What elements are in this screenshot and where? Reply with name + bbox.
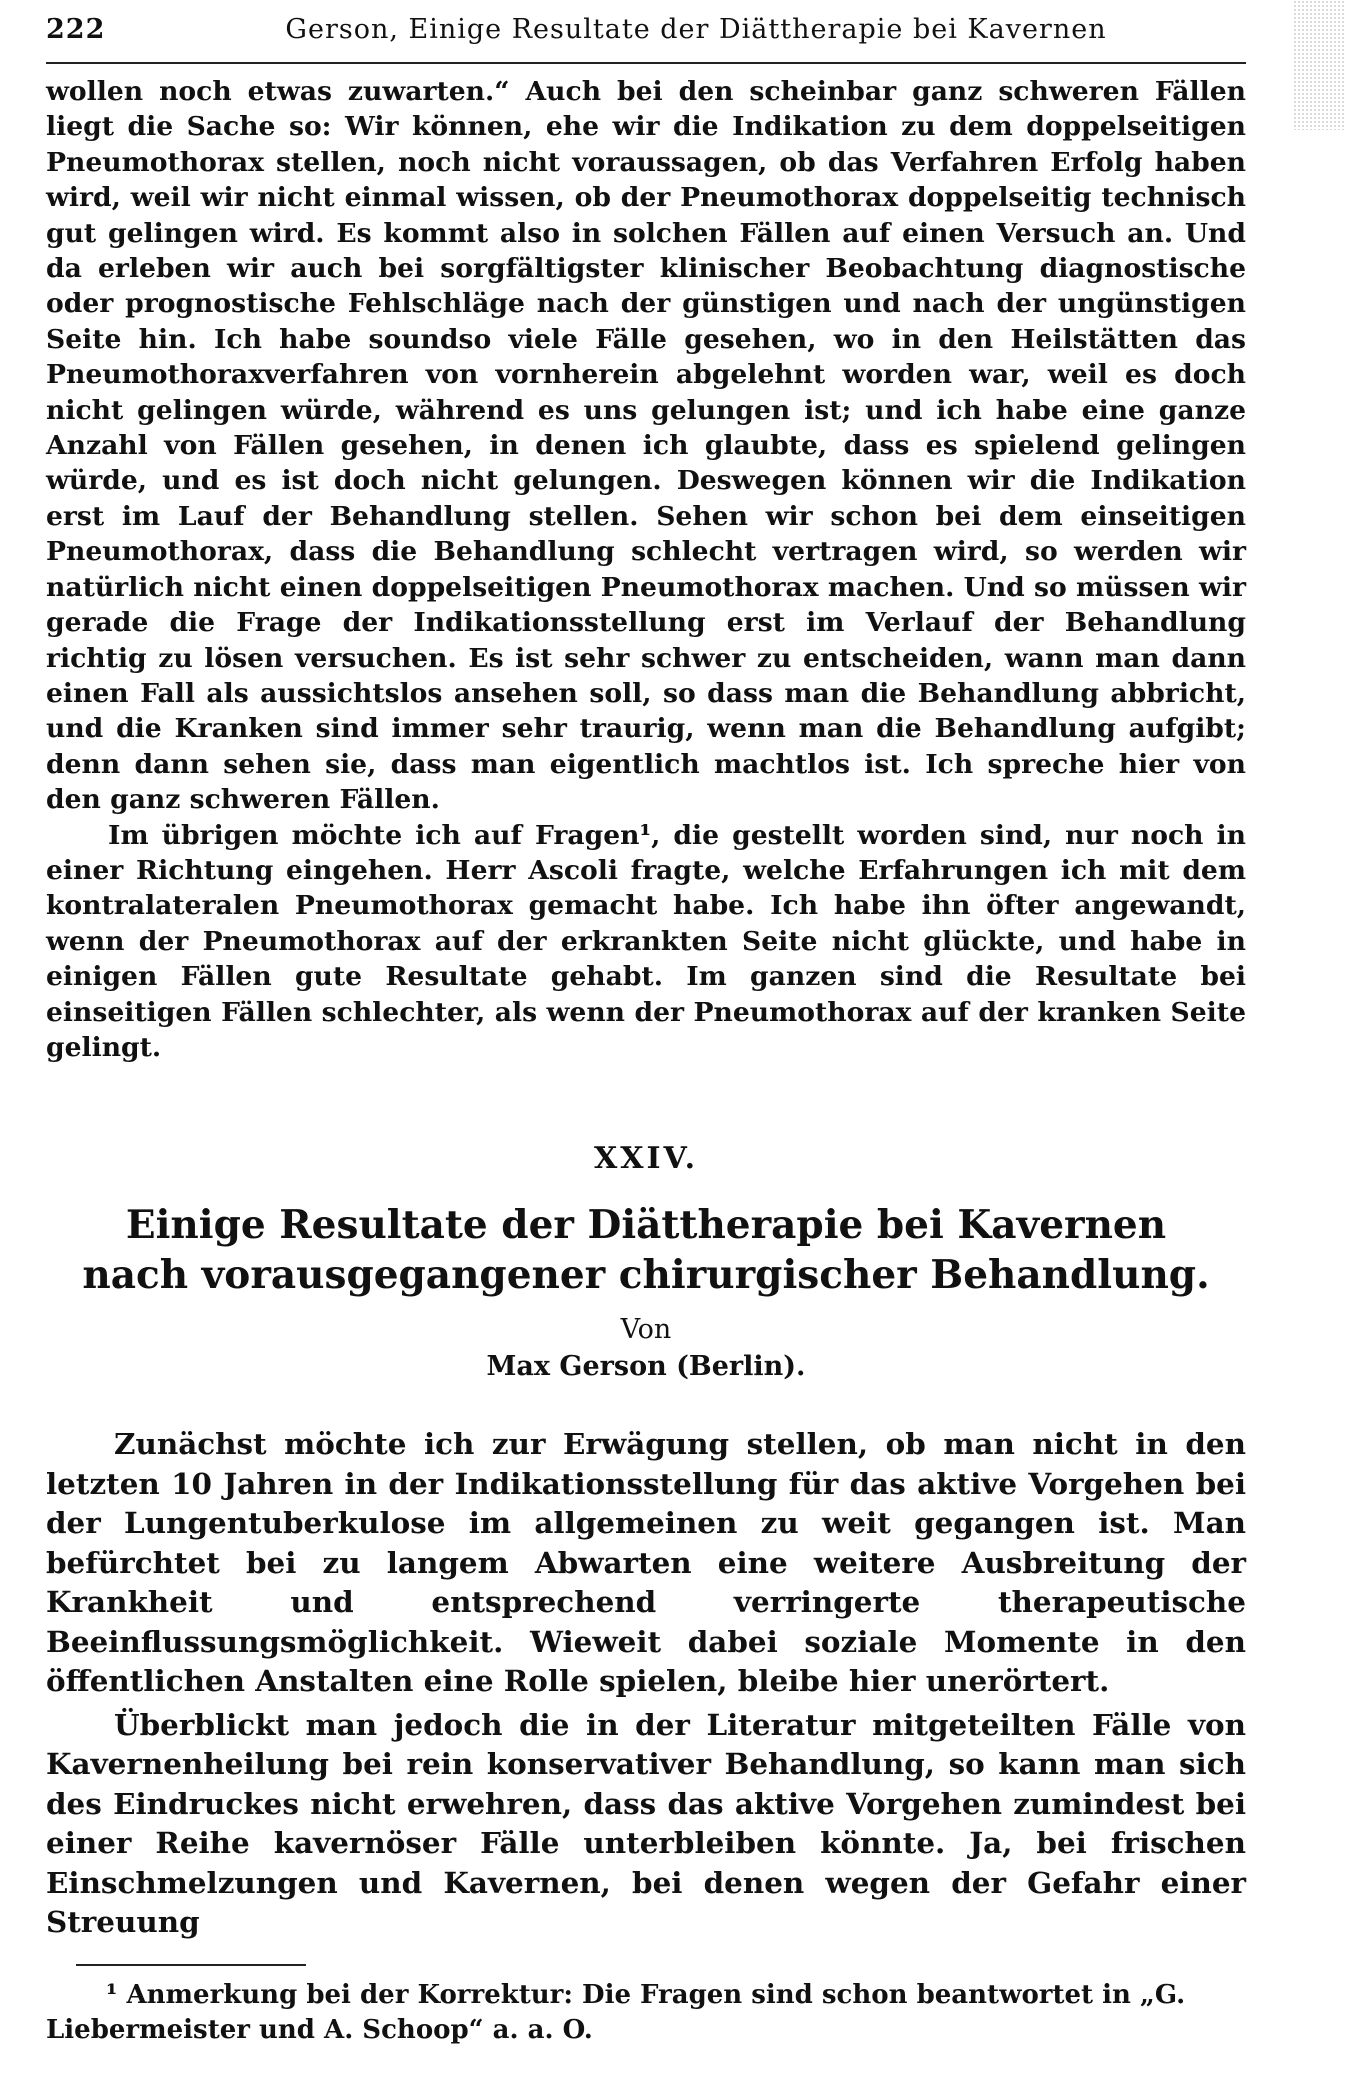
author-name: Max Gerson (Berlin).: [486, 1351, 806, 1383]
article-paragraph-1: Zunächst möchte ich zur Erwägung stellen, ob man nicht in den letzten 10 Jahren in der Indikationsstellung für das aktive Vorgehen bei der Lungentuberkulose im allgemeinen zu weit gegangen ist. Man befürchtet bei zu langem Abwarten eine weitere Ausbreitung der Krankheit und entsprechend verringerte therapeutische Beeinflussungsmöglichkeit. Wieweit dabei soziale Momente in den öffentlichen Anstalten eine Rolle spielen, bleibe hier unerörtert.: [46, 1426, 1246, 1699]
discussion-paragraph-2: Im übrigen möchte ich auf Fragen¹, die gestellt worden sind, nur noch in einer Richtung eingehen. Herr Ascoli fragte, welche Erfahrungen ich mit dem kontralateralen Pneumothorax gemacht habe. Ich habe ihn öfter angewandt, wenn der Pneumothorax auf der erkrankten Seite nicht glückte, und habe in einigen Fällen gute Resultate gehabt. Im ganzen sind die Resultate bei einseitigen Fällen schlechter, als wenn der Pneumothorax auf der kranken Seite gelingt.: [46, 819, 1246, 1063]
footnote-rule: [76, 1964, 306, 1966]
byline-von: Von: [620, 1314, 672, 1346]
chapter-title-line-1: Einige Resultate der Diättherapie bei Kavernen: [125, 1202, 1167, 1249]
article-body: [46, 1424, 1286, 1942]
running-title: Gerson, Einige Resultate der Diättherapie bei Kavernen: [285, 14, 1107, 45]
running-head: [46, 14, 1286, 58]
scan-edge-noise: [1293, 0, 1345, 130]
chapter-title-line-2: nach vorausgegangener chirurgischer Behandlung.: [82, 1252, 1210, 1299]
header-rule: [46, 62, 1246, 64]
article-paragraph-2: Überblickt man jedoch die in der Literatur mitgeteilten Fälle von Kavernenheilung bei rein konservativer Behandlung, so kann man sich des Eindruckes nicht erwehren, dass das aktive Vorgehen zumindest bei einer Reihe kavernöser Fälle unterbleiben könnte. Ja, bei frischen Einschmelzungen und Kavernen, bei denen wegen der Gefahr einer Streuung: [46, 1706, 1246, 1940]
book-page: [46, 14, 1286, 2048]
discussion-paragraph-1: wollen noch etwas zuwarten.“ Auch bei den scheinbar ganz schweren Fällen liegt die Sache so: Wir können, ehe wir die Indikation zu dem doppelseitigen Pneumothorax stellen, noch nicht voraussagen, ob das Verfahren Erfolg haben wird, weil wir nicht einmal wissen, ob der Pneumothorax doppelseitig technisch gut gelingen wird. Es kommt also in solchen Fällen auf einen Versuch an. Und da erleben wir auch bei sorgfältigster klinischer Beobachtung diagnostische oder prognostische Fehlschläge nach der günstigen und nach der ungünstigen Seite hin. Ich habe soundso viele Fälle gesehen, wo in den Heilstätten das Pneumothoraxverfahren von vornherein abgelehnt worden war, weil es doch nicht gelingen würde, während es uns gelungen ist; und ich habe eine ganze Anzahl von Fällen gesehen, in denen ich glaubte, dass es spielend gelingen würde, und es ist doch nicht gelungen. Deswegen können wir die Indikation erst im Lauf der Behandlung stellen. Sehen wir schon bei dem einseitigen Pneumothorax, dass die Behandlung schlecht vertragen wird, so werden wir natürlich nicht einen doppelseitigen Pneumothorax machen. Und so müssen wir gerade die Frage der Indikationsstellung erst im Verlauf der Behandlung richtig zu lösen versuchen. Es ist sehr schwer zu entscheiden, wann man dann einen Fall als aussichtslos ansehen soll, so dass man die Behandlung abbricht, und die Kranken sind immer sehr traurig, wenn man die Behandlung aufgibt; denn dann sehen sie, dass man eigentlich machtlos ist. Ich spreche hier von den ganz schweren Fällen.: [46, 76, 1246, 816]
chapter-number: XXIV.: [593, 1141, 699, 1177]
footnote: ¹ Anmerkung bei der Korrektur: Die Fragen sind schon beantwortet in „G. Liebermeister und A. Schoop“ a. a. O.: [46, 1979, 1186, 2045]
page-number: 222: [46, 14, 106, 45]
